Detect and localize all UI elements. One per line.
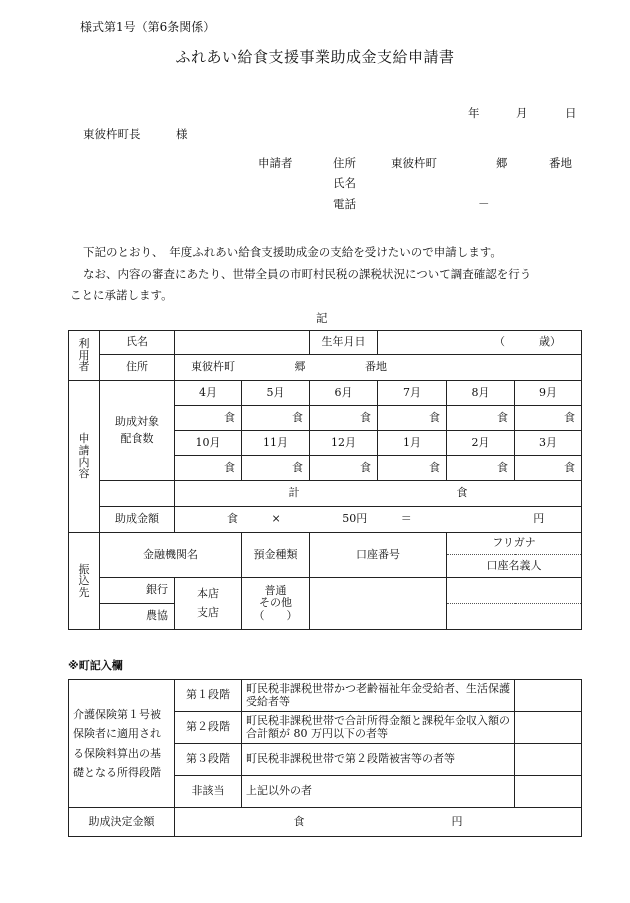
stage-label: 第３段階 [175,744,242,776]
account-field[interactable] [310,578,447,630]
stage-label: 非該当 [175,776,242,808]
month-label: 1月 [378,431,447,456]
body-line-3: ことに承諾します。 [70,288,173,302]
total-label: 計 [288,486,300,500]
meal-cell[interactable]: 食 [242,406,310,431]
account-label: 口座番号 [310,533,447,578]
stage-label: 第１段階 [175,680,242,712]
form-label: 様式第1号（第6条関係） [80,20,216,34]
month-label: 7月 [378,381,447,406]
stage-desc: 上記以外の者 [242,776,515,808]
bank-type[interactable]: 銀行 [100,578,175,604]
meal-cell[interactable]: 食 [447,456,515,481]
stage-desc: 町民税非課税世帯かつ老齢福祉年金受給者、生活保護受給者等 [242,680,515,712]
addressee-name: 東彼杵町長 [83,127,141,141]
applicant-go: 郷 [496,156,508,170]
meal-cell[interactable]: 食 [310,456,378,481]
transfer-header: 振込先 [69,533,100,630]
meal-cell[interactable]: 食 [378,456,447,481]
month-label: 8月 [447,381,515,406]
stage-check[interactable] [515,744,582,776]
amount-yen: 円 [533,512,545,526]
applicant-label: 申請者 [258,156,293,170]
address-banchi: 番地 [365,360,387,374]
decision-yen: 円 [451,814,463,828]
birth-label: 生年月日 [310,331,378,355]
address-label: 住所 [100,355,175,381]
month-label: 11月 [242,431,310,456]
address-field[interactable] [175,355,582,381]
target-label-2: 配食数 [120,431,154,445]
month-label: 5月 [242,381,310,406]
amount-times: × [271,512,281,526]
body-line-1: 下記のとおり、 年度ふれあい給食支援助成金の支給を受けたいので申請します。 [83,245,502,259]
amount-eq: ＝ [400,512,412,526]
shiten-label: 支店 [197,605,219,619]
town-section-heading: ※町記入欄 [68,659,123,672]
ki-label: 記 [316,311,328,325]
name-label: 氏名 [100,331,175,355]
month-label: 12月 [310,431,378,456]
address-go: 郷 [294,360,306,374]
decision-field[interactable] [175,808,582,837]
meal-cell[interactable]: 食 [175,456,242,481]
month-label: 4月 [175,381,242,406]
applicant-address-label: 住所 [333,156,356,170]
amount-meal: 食 [227,512,238,526]
addressee-honorific: 様 [176,127,188,141]
holder-field[interactable] [447,604,582,630]
decision-label: 助成決定金額 [69,808,175,837]
stage-check[interactable] [515,712,582,744]
deposit-cell[interactable] [242,578,310,630]
sonota-label: その他 [259,596,292,610]
holder-label: 口座名義人 [447,555,582,578]
date-year: 年 [468,106,480,120]
age-label: 歳） [539,335,562,349]
applicant-town: 東彼杵町 [391,156,437,170]
branch-cell[interactable] [175,578,242,630]
meal-cell[interactable]: 食 [515,406,582,431]
meal-cell[interactable]: 食 [378,406,447,431]
stage-desc: 町民税非課税世帯で合計所得金額と課税年金収入額の合計額が 80 万円以下の者等 [242,712,515,744]
name-field[interactable] [175,331,310,355]
applicant-banchi: 番地 [549,156,572,170]
stage-check[interactable] [515,680,582,712]
meal-cell[interactable]: 食 [175,406,242,431]
month-label: 10月 [175,431,242,456]
futsu-label: 普通 [264,583,287,597]
birth-field[interactable] [378,331,582,355]
stage-label: 第２段階 [175,712,242,744]
meal-cell[interactable]: 食 [310,406,378,431]
town-table [68,679,582,837]
applicant-name-label: 氏名 [333,176,356,190]
decision-meal: 食 [293,814,305,828]
month-label: 2月 [447,431,515,456]
body-line-2: なお、内容の審査にあたり、世帯全員の市町村民税の課税状況について調査確認を行う [83,267,532,281]
month-label: 3月 [515,431,582,456]
bank-label: 金融機関名 [100,533,242,578]
date-day: 日 [565,106,577,120]
income-basis-label: 介護保険第１号被保険者に適用される保険料算出の基礎となる所得段階 [69,680,175,808]
meal-cell[interactable]: 食 [447,406,515,431]
applicant-phone-label: 電話 [333,197,356,211]
amount-row[interactable] [175,507,582,533]
meal-cell[interactable]: 食 [515,456,582,481]
target-label-blank [100,481,175,507]
nokyo-type[interactable]: 農協 [100,604,175,630]
month-label: 9月 [515,381,582,406]
meal-cell[interactable]: 食 [242,456,310,481]
address-town: 東彼杵町 [191,360,235,374]
applicant-phone-dash: － [478,197,490,211]
furigana-field[interactable] [447,578,582,604]
month-label: 6月 [310,381,378,406]
user-header: 利用者 [69,331,100,381]
sonota-paren: （ ） [253,608,298,622]
application-table [68,330,582,630]
amount-price: 50円 [342,512,368,526]
total-row[interactable] [175,481,582,507]
target-label [100,381,175,481]
target-label-1: 助成対象 [115,414,159,428]
page-title: ふれあい給食支援事業助成金支給申請書 [175,48,455,66]
total-unit: 食 [456,486,468,500]
stage-desc: 町民税非課税世帯で第２段階被害等の者等 [242,744,515,776]
amount-label: 助成金額 [100,507,175,533]
apply-header: 申請内容 [69,381,100,533]
deposit-label: 預金種類 [242,533,310,578]
date-month: 月 [516,106,528,120]
furigana-label: フリガナ [447,533,582,555]
age-open: （ [494,335,506,349]
honten-label: 本店 [197,586,219,600]
stage-check[interactable] [515,776,582,808]
